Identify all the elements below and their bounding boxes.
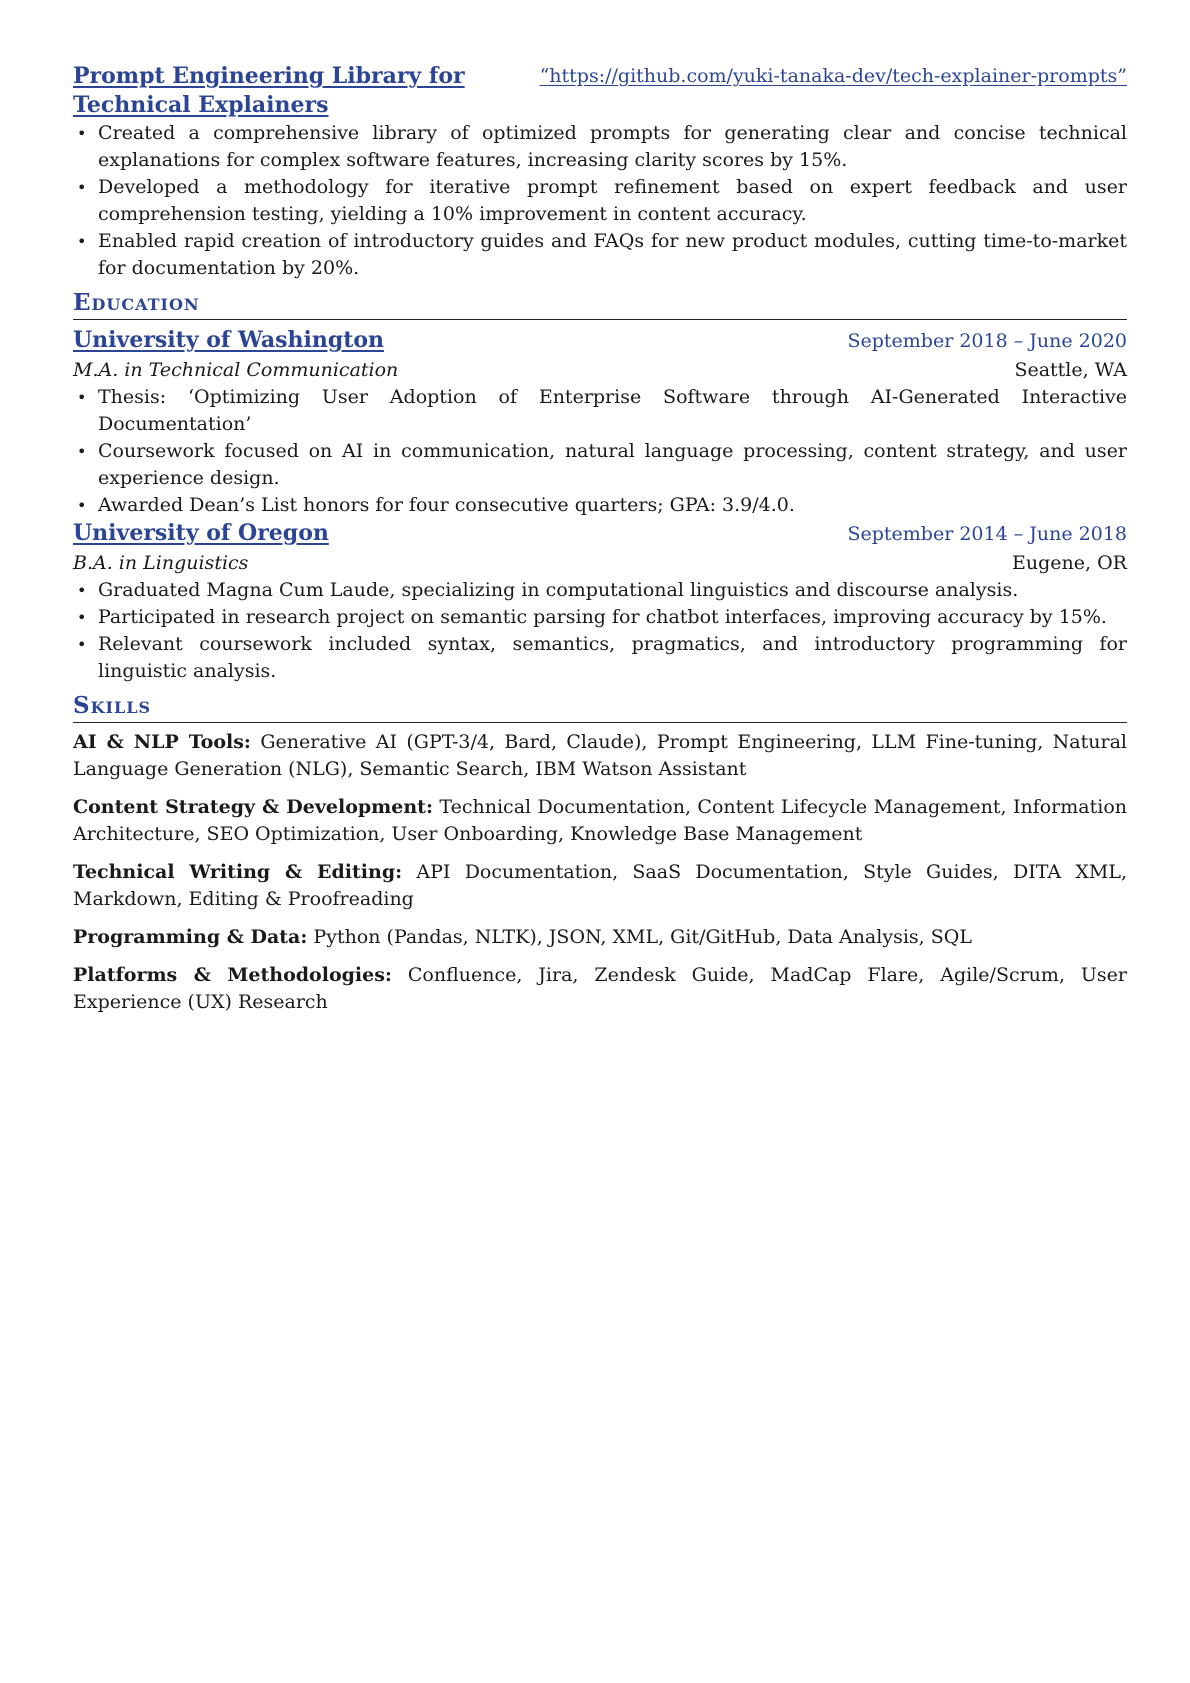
skill-value: API Documentation, SaaS Documentation, Style Guides, DITA XML, Markdown, Editing & Proofreading [73, 861, 1127, 910]
skill-label: Content Strategy & Development: [73, 796, 433, 818]
skill-row [73, 859, 1127, 913]
school-bullets [73, 384, 1127, 519]
project-title[interactable]: Prompt Engineering Library for Technical Explainers [73, 63, 465, 118]
resume-page [73, 62, 1127, 1027]
list-item: • Thesis: ‘Optimizing User Adoption of Enterprise Software through AI-Generated Interactive Documentation’ [73, 384, 1127, 438]
school-dates: September 2014 – June 2018 [847, 523, 1127, 545]
education-heading: Education [73, 288, 1127, 320]
skill-label: Technical Writing & Editing: [73, 861, 403, 883]
skills-heading: Skills [73, 691, 1127, 723]
list-item: • Developed a methodology for iterative prompt refinement based on expert feedback and user comprehension testing, yielding a 10% improvement in content accuracy. [73, 174, 1127, 228]
list-item: • Awarded Dean’s List honors for four consecutive quarters; GPA: 3.9/4.0. [73, 492, 1127, 519]
skill-label: AI & NLP Tools: [73, 731, 251, 753]
skill-value: Confluence, Jira, Zendesk Guide, MadCap Flare, Agile/Scrum, User Experience (UX) Research [73, 964, 1127, 1013]
school-location: Eugene, OR [1012, 552, 1127, 574]
skill-label: Programming & Data: [73, 926, 308, 948]
project-url-link[interactable]: “https://github.com/yuki-tanaka-dev/tech-explainer-prompts” [539, 65, 1127, 87]
skill-row [73, 794, 1127, 848]
list-item: • Enabled rapid creation of introductory guides and FAQs for new product modules, cutting time-to-market for documentation by 20%. [73, 228, 1127, 282]
school-dates: September 2018 – June 2020 [847, 330, 1127, 352]
list-item: • Coursework focused on AI in communication, natural language processing, content strategy, and user experience design. [73, 438, 1127, 492]
skill-value: Technical Documentation, Content Lifecycle Management, Information Architecture, SEO Optimization, User Onboarding, Knowledge Base Management [73, 796, 1127, 845]
school-location: Seattle, WA [1014, 359, 1127, 381]
school-bullets [73, 577, 1127, 685]
project-bullets [73, 120, 1127, 282]
school-name-link[interactable]: University of Oregon [73, 520, 329, 546]
school-name-link[interactable]: University of Washington [73, 327, 385, 353]
skill-value: Python (Pandas, NLTK), JSON, XML, Git/GitHub, Data Analysis, SQL [313, 926, 972, 948]
skill-row [73, 962, 1127, 1016]
list-item: • Relevant coursework included syntax, semantics, pragmatics, and introductory programming for linguistic analysis. [73, 631, 1127, 685]
skill-value: Generative AI (GPT-3/4, Bard, Claude), Prompt Engineering, LLM Fine-tuning, Natural Language Generation (NLG), Semantic Search, IBM Watson Assistant [73, 731, 1127, 780]
project-header [73, 62, 1127, 120]
degree: B.A. in Linguistics [73, 552, 249, 574]
skill-row [73, 924, 1127, 951]
skill-row [73, 729, 1127, 783]
education-entry-oregon [73, 519, 1127, 685]
education-entry-washington [73, 326, 1127, 519]
list-item: • Graduated Magna Cum Laude, specializing in computational linguistics and discourse analysis. [73, 577, 1127, 604]
degree: M.A. in Technical Communication [73, 359, 399, 381]
skill-label: Platforms & Methodologies: [73, 964, 392, 986]
list-item: • Participated in research project on semantic parsing for chatbot interfaces, improving accuracy by 15%. [73, 604, 1127, 631]
list-item: • Created a comprehensive library of optimized prompts for generating clear and concise technical explanations for complex software features, increasing clarity scores by 15%. [73, 120, 1127, 174]
